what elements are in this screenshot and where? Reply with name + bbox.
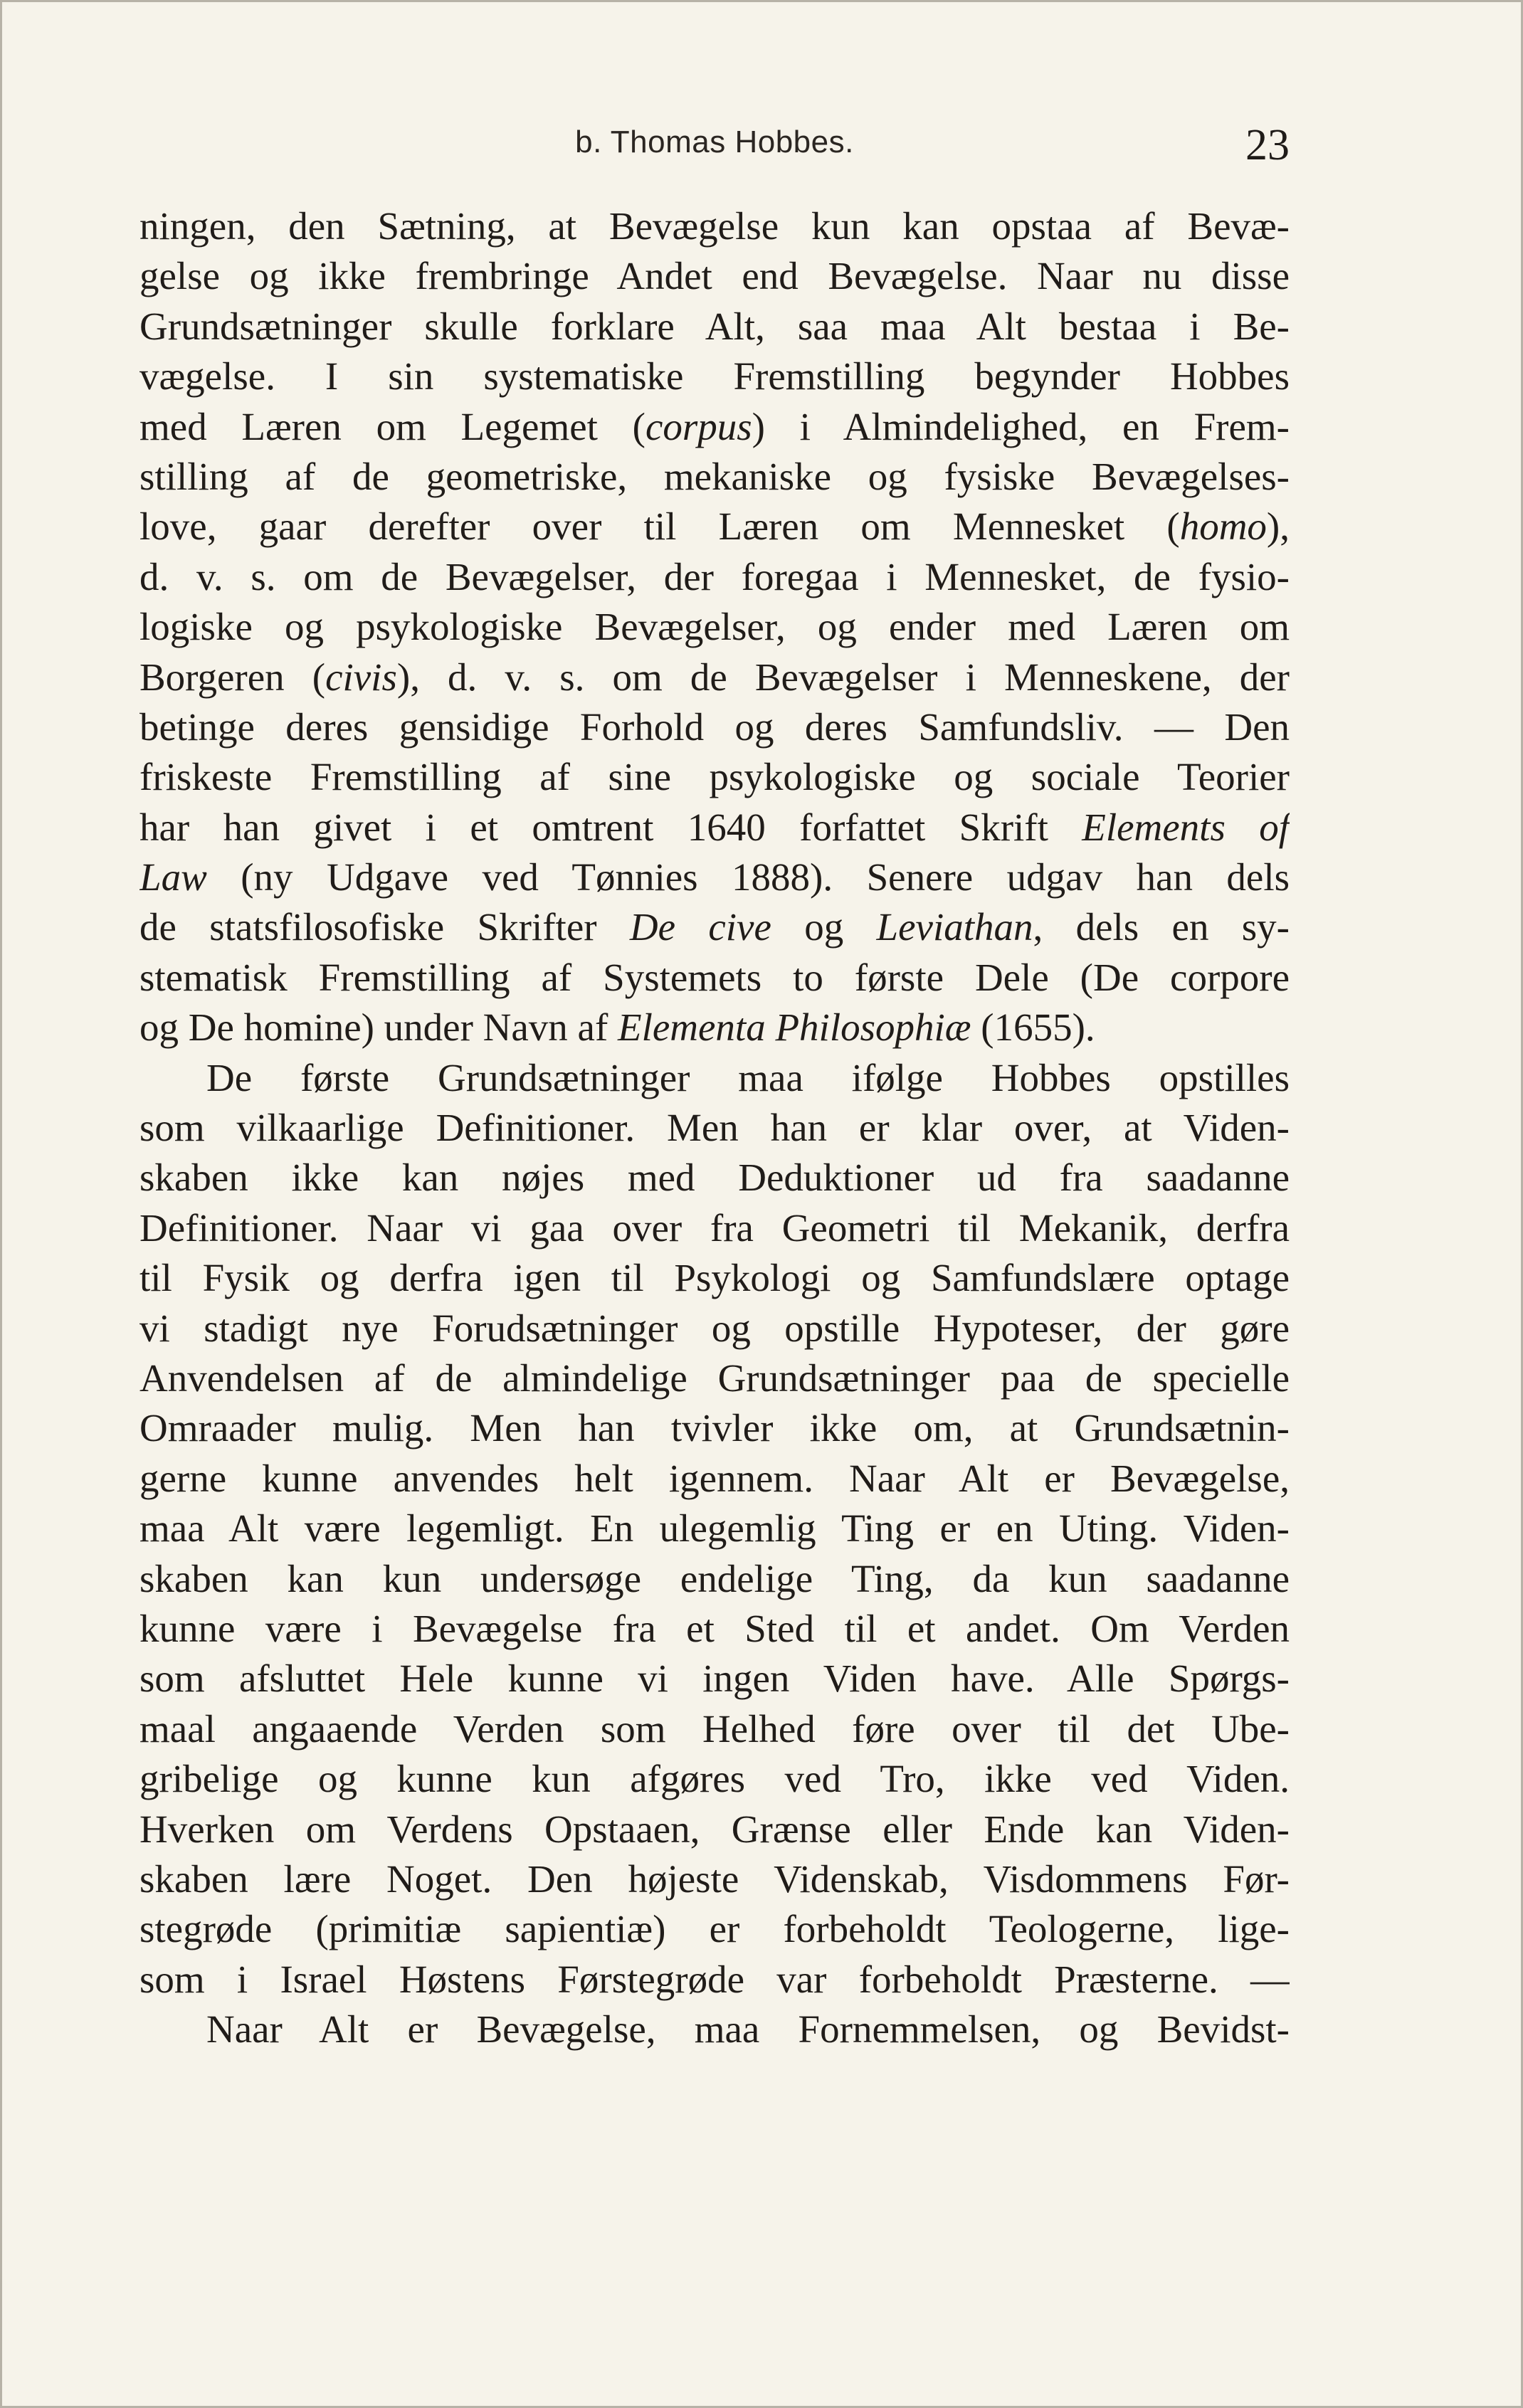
- text-line: de statsfilosofiske Skrifter De cive og Leviathan, dels en sy-: [139, 905, 1290, 949]
- text-line: betinge deres gensidige Forhold og deres Samfundsliv. — Den: [139, 704, 1290, 749]
- text-line: med Læren om Legemet (corpus) i Almindelighed, en Frem-: [139, 404, 1290, 448]
- text-line: gribelige og kunne kun afgøres ved Tro, ikke ved Viden.: [139, 1757, 1290, 1801]
- text-line: som vilkaarlige Definitioner. Men han er klar over, at Viden-: [139, 1106, 1290, 1150]
- text-line: ningen, den Sætning, at Bevægelse kun kan opstaa af Bevæ-: [139, 204, 1290, 248]
- text-line: Hverken om Verdens Opstaaen, Grænse eller Ende kan Viden-: [139, 1807, 1290, 1851]
- text-line: gerne kunne anvendes helt igennem. Naar Alt er Bevægelse,: [139, 1456, 1290, 1500]
- text-line: De første Grundsætninger maa ifølge Hobbes opstilles: [206, 1055, 1290, 1099]
- text-line: maa Alt være legemligt. En ulegemlig Ting er en Uting. Viden-: [139, 1506, 1290, 1551]
- text-line: stematisk Fremstilling af Systemets to første Dele (De corpore: [139, 955, 1290, 999]
- page-number: 23: [1245, 121, 1290, 169]
- text-line: som afsluttet Hele kunne vi ingen Viden have. Alle Spørgs-: [139, 1657, 1290, 1701]
- body-text: [139, 201, 1290, 2054]
- text-line: Naar Alt er Bevægelse, maa Fornemmelsen, og Bevidst-: [206, 2007, 1290, 2051]
- text-line: logiske og psykologiske Bevægelser, og ender med Læren om: [139, 605, 1290, 649]
- text-line: friskeste Fremstilling af sine psykologiske og sociale Teorier: [139, 755, 1290, 799]
- text-line: Definitioner. Naar vi gaa over fra Geometri til Mekanik, derfra: [139, 1205, 1290, 1250]
- text-line: stegrøde (primitiæ sapientiæ) er forbeholdt Teologerne, lige-: [139, 1907, 1290, 1951]
- text-line: til Fysik og derfra igen til Psykologi og Samfundslære optage: [139, 1256, 1290, 1300]
- text-line: stilling af de geometriske, mekaniske og fysiske Bevægelses-: [139, 454, 1290, 498]
- text-line: Anvendelsen af de almindelige Grundsætninger paa de specielle: [139, 1356, 1290, 1400]
- text-line: Law (ny Udgave ved Tønnies 1888). Senere udgav han dels: [139, 855, 1290, 899]
- text-line: Borgeren (civis), d. v. s. om de Bevægelser i Menneskene, der: [139, 655, 1290, 699]
- text-line: vi stadigt nye Forudsætninger og opstille Hypoteser, der gøre: [139, 1306, 1290, 1350]
- header-title: b. Thomas Hobbes.: [575, 125, 854, 159]
- text-line: skaben kan kun undersøge endelige Ting, da kun saadanne: [139, 1556, 1290, 1600]
- text-line: har han givet i et omtrent 1640 forfattet Skrift Elements of: [139, 805, 1290, 849]
- text-line: som i Israel Høstens Førstegrøde var forbeholdt Præsterne. —: [139, 1957, 1290, 2001]
- text-line: vægelse. I sin systematiske Fremstilling begynder Hobbes: [139, 354, 1290, 398]
- text-line: skaben lære Noget. Den højeste Videnskab, Visdommens Før-: [139, 1857, 1290, 1901]
- text-line: Grundsætninger skulle forklare Alt, saa maa Alt bestaa i Be-: [139, 304, 1290, 348]
- text-line: love, gaar derefter over til Læren om Mennesket (homo),: [139, 505, 1290, 549]
- text-line: kunne være i Bevægelse fra et Sted til et andet. Om Verden: [139, 1606, 1290, 1650]
- text-line: og De homine) under Navn af Elementa Philosophiæ (1655).: [139, 1005, 1095, 1050]
- text-line: Omraader mulig. Men han tvivler ikke om, at Grundsætnin-: [139, 1406, 1290, 1450]
- text-line: gelse og ikke frembringe Andet end Bevægelse. Naar nu disse: [139, 254, 1290, 298]
- text-line: skaben ikke kan nøjes med Deduktioner ud fra saadanne: [139, 1156, 1290, 1200]
- text-line: maal angaaende Verden som Helhed føre over til det Ube-: [139, 1706, 1290, 1750]
- text-line: d. v. s. om de Bevægelser, der foregaa i Mennesket, de fysio-: [139, 554, 1290, 598]
- running-head: [139, 121, 1290, 181]
